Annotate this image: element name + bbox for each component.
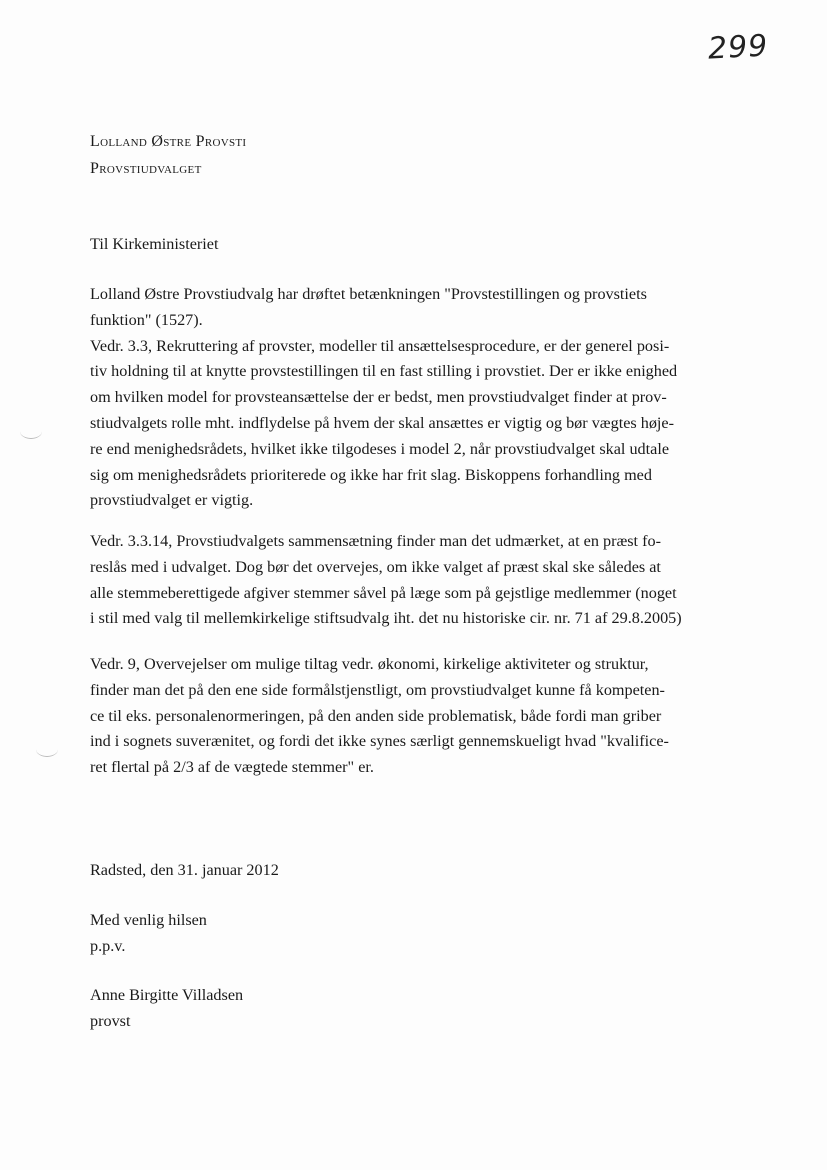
- greeting: [90, 908, 207, 960]
- text-line: sig om menighedsrådets prioriterede og ikke har frit slag. Biskoppens forhandling med: [90, 465, 652, 484]
- paragraph-intro: [90, 282, 770, 514]
- signer-title: provst: [90, 1011, 131, 1030]
- text-line: om hvilken model for provsteansættelse der er bedst, men provstiudvalget finder at prov-: [90, 388, 667, 407]
- text-line: Vedr. 9, Overvejelser om mulige tiltag vedr. økonomi, kirkelige aktiviteter og struktur,: [90, 655, 649, 673]
- text-line: stiudvalgets rolle mht. indflydelse på hvem der skal ansættes er vigtig og bør vægtes høje-: [90, 413, 674, 432]
- text-line: ce til eks. personalenormeringen, på den anden side problematisk, både fordi man griber: [90, 706, 662, 725]
- punch-hole-mark: [36, 742, 58, 757]
- punch-hole-mark: [20, 424, 42, 439]
- letterhead: [90, 128, 246, 182]
- letterhead-line-2: Provstiudvalget: [90, 160, 202, 177]
- handwritten-page-number: 299: [707, 28, 770, 67]
- text-line: re end menighedsrådets, hvilket ikke tilgodeses i model 2, når provstiudvalget skal udtale: [90, 439, 670, 458]
- text-line: funktion" (1527).: [90, 310, 203, 329]
- text-line: Lolland Østre Provstiudvalg har drøftet betænkningen "Provstestillingen og provstiets: [90, 285, 647, 303]
- paragraph-section-3-3-14: [90, 529, 770, 632]
- place-and-date: [90, 858, 279, 884]
- text-line: tiv holdning til at knytte provstestillingen til en fast stilling i provstiet. Der er ikke enighed: [90, 362, 678, 381]
- letterhead-line-1: Lolland Østre Provsti: [90, 133, 247, 150]
- greeting-line: Med venlig hilsen: [90, 911, 207, 929]
- place-date-line: Radsted, den 31. januar 2012: [90, 861, 279, 879]
- text-line: Vedr. 3.3, Rekruttering af provster, modeller til ansættelsesprocedure, er der generel posi-: [90, 336, 670, 355]
- signer-name: Anne Birgitte Villadsen: [90, 986, 244, 1004]
- addressee: [90, 232, 770, 258]
- text-line: i stil med valg til mellemkirkelige stiftsudvalg iht. det nu historiske cir. nr. 71 af 29.8.2005): [90, 609, 682, 628]
- paragraph-section-9: [90, 652, 770, 781]
- signature-block: [90, 983, 243, 1035]
- text-line: Vedr. 3.3.14, Provstiudvalgets sammensætning finder man det udmærket, at en præst fo-: [90, 532, 661, 550]
- ppv-line: p.p.v.: [90, 936, 126, 955]
- text-line: ret flertal på 2/3 af de vægtede stemmer" er.: [90, 758, 374, 777]
- text-line: alle stemmeberettigede afgiver stemmer såvel på læge som på gejstlige medlemmer (noget: [90, 583, 677, 602]
- text-line: reslås med i udvalget. Dog bør det overvejes, om ikke valget af præst skal ske således at: [90, 557, 661, 576]
- text-line: finder man det på den ene side formålstjenstligt, om provstiudvalget kunne få kompeten-: [90, 680, 665, 699]
- text-line: ind i sognets suverænitet, og fordi det ikke synes særligt gennemskueligt hvad "kvalifice-: [90, 732, 669, 751]
- text-line: provstiudvalget er vigtig.: [90, 491, 254, 510]
- addressee-line: Til Kirkeministeriet: [90, 235, 219, 253]
